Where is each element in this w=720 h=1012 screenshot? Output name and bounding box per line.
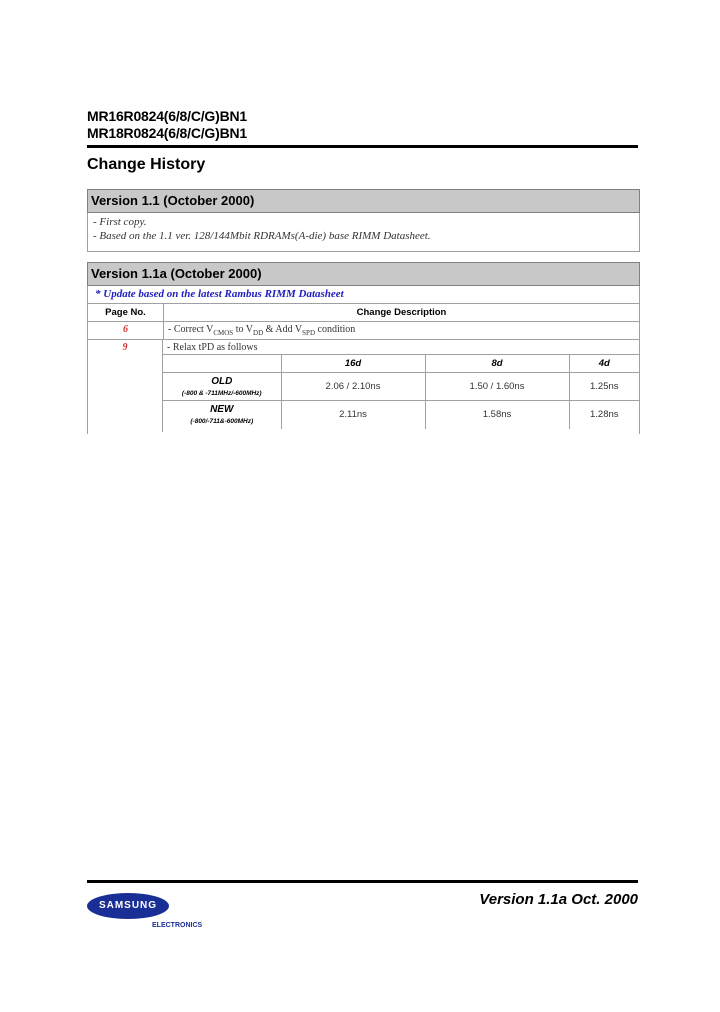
part-number-1: MR16R0824(6/8/C/G)BN1 <box>87 108 247 124</box>
tpd-sublabel: (-800/-711&-600MHz) <box>190 417 254 425</box>
tpd-table <box>163 354 639 429</box>
change-table <box>87 286 640 434</box>
desc-subscript: SPD <box>302 329 315 337</box>
page-title: Change History <box>87 156 206 173</box>
desc-subscript: DD <box>253 329 264 337</box>
part-number-2: MR18R0824(6/8/C/G)BN1 <box>87 125 247 141</box>
samsung-logo: SAMSUNG <box>87 893 169 919</box>
version-1-1-notes <box>88 213 639 251</box>
desc-text: condition <box>315 324 356 335</box>
header-page-no: Page No. <box>88 304 164 321</box>
tpd-cell: 1.25ns <box>569 373 639 401</box>
logo-subtext: ELECTRONICS <box>152 922 203 929</box>
footer-rule <box>87 880 638 883</box>
tpd-label: OLD <box>211 375 233 387</box>
tpd-cell: 1.58ns <box>425 401 569 429</box>
desc-text: & Add V <box>263 324 303 335</box>
note-line: - Based on the 1.1 ver. 128/144Mbit RDRAMs(A-die) base RIMM Datasheet. <box>93 230 431 242</box>
note-line: - First copy. <box>93 216 147 228</box>
header-rule <box>87 145 638 148</box>
row-description: - Relax tPD as follows <box>167 342 258 353</box>
footer-version: Version 1.1a Oct. 2000 <box>479 891 638 908</box>
tpd-cell: 1.50 / 1.60ns <box>425 373 569 401</box>
tpd-cell: 1.28ns <box>569 401 639 429</box>
version-1-1-heading: Version 1.1 (October 2000) <box>87 189 640 213</box>
table-row <box>88 322 639 340</box>
tpd-col-16d: 16d <box>281 355 425 373</box>
tpd-row-label-old <box>163 373 281 401</box>
tpd-sublabel: (-800 & -711MHz/-600MHz) <box>181 389 262 397</box>
table-header-row <box>88 304 639 322</box>
desc-subscript: CMOS <box>213 329 234 337</box>
tpd-row-label-new <box>163 401 281 429</box>
tpd-col-4d: 4d <box>569 355 639 373</box>
version-1-1a-heading: Version 1.1a (October 2000) <box>87 262 640 286</box>
desc-text: - Correct V <box>168 324 214 335</box>
row-page-number: 9 <box>88 340 163 432</box>
tpd-col-8d: 8d <box>425 355 569 373</box>
table-row <box>88 340 639 432</box>
row-page-number: 6 <box>88 322 164 339</box>
row-description-cell <box>163 340 639 432</box>
tpd-cell: 2.06 / 2.10ns <box>281 373 425 401</box>
header-change-desc: Change Description <box>356 307 447 318</box>
tpd-cell: 2.11ns <box>281 401 425 429</box>
row-description <box>164 322 639 339</box>
tpd-label: NEW <box>210 403 234 415</box>
version-1-1-notes-box <box>87 213 640 252</box>
tpd-corner <box>163 355 281 373</box>
update-note: * Update based on the latest Rambus RIMM Datasheet <box>88 286 639 304</box>
desc-text: to V <box>233 324 254 335</box>
